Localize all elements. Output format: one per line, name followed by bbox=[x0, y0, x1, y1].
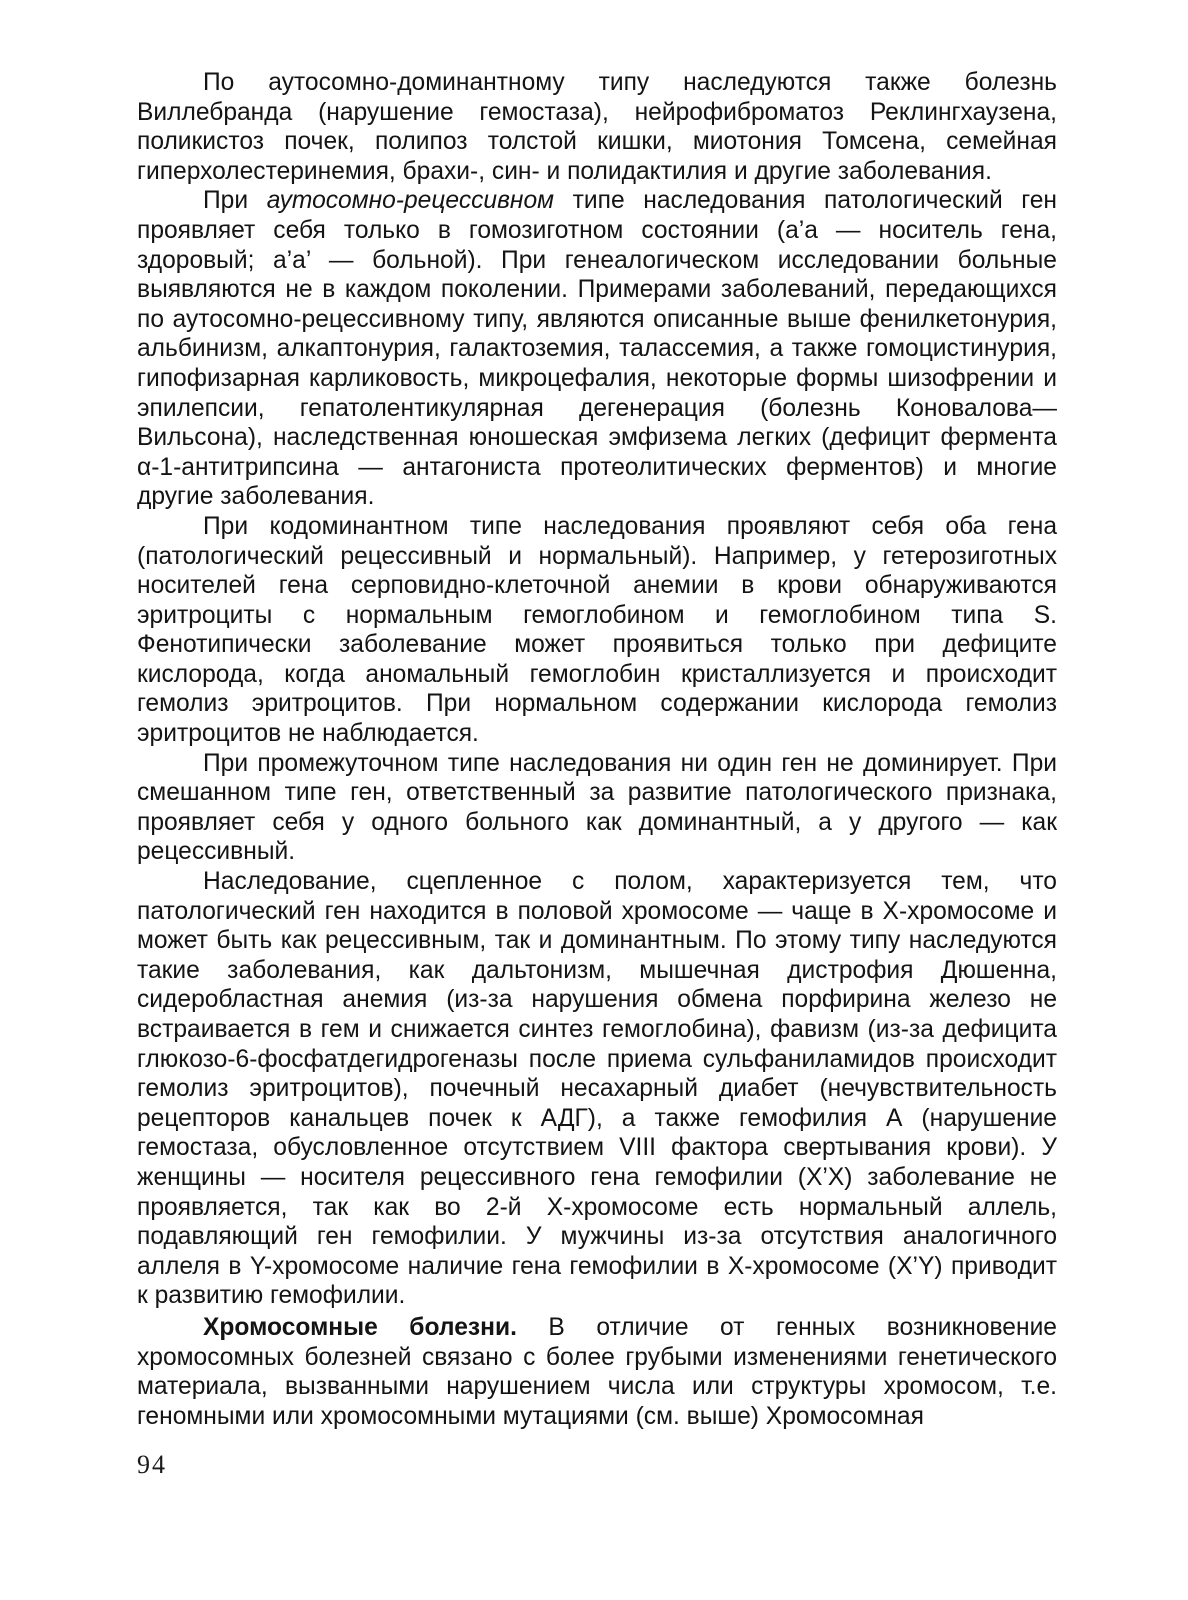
paragraph-chromosomal-diseases bbox=[137, 1313, 1057, 1431]
page-body bbox=[137, 68, 1057, 1431]
paragraph-autosomal-recessive bbox=[137, 186, 1057, 512]
paragraph-sex-linked: Наследование, сцепленное с полом, характеризуется тем, что патологический ген находится в половой хромосоме — чаще в Х-хромосоме и может быть как рецессивным, так и доминантным. По этому типу наследуются такие заболевания, как дальтонизм, мышечная дистрофия Дюшенна, сидеробластная анемия (из-за нарушения обмена порфирина железо не встраивается в гем и снижается синтез гемоглобина), фавизм (из-за дефицита глюкозо-6-фосфатдегидрогеназы после приема сульфаниламидов происходит гемолиз эритроцитов), почечный несахарный диабет (нечувствительность рецепторов канальцев почек к АДГ), а также гемофилия А (нарушение гемостаза, обусловленное отсутствием VIII фактора свертывания крови). У женщины — носителя рецессивного гена гемофилии (Х’Х) заболевание не проявляется, так как во 2-й Х-хромосоме есть нормальный аллель, подавляющий ген гемофилии. У мужчины из-за отсутствия аналогичного аллеля в Y-хромосоме наличие гена гемофилии в Х-хромосоме (Х’Y) приводит к развитию гемофилии. bbox=[137, 868, 1057, 1310]
heading-chromosomal-diseases: Хромосомные болезни. bbox=[203, 1313, 517, 1341]
paragraph-autosomal-dominant: По аутосомно-доминантному типу наследуются также болезнь Виллебранда (нарушение гемостаза), нейрофиброматоз Реклингхаузена, поликистоз почек, полипоз толстой кишки, миотония Томсена, семейная гиперхолестеринемия, брахи-, син- и полидактилия и другие заболевания. bbox=[137, 69, 1057, 185]
paragraph-autosomal-recessive-start: При bbox=[203, 187, 267, 215]
paragraph-chromosomal-diseases-text: В отличие от генных возникновение хромосомных болезней связано с более грубыми изменениями генетического материала, вызванными нарушением числа или структуры хромосом, т.е. геномными или хромосомными мутациями (см. выше) Хромосомная bbox=[137, 1313, 1057, 1430]
paragraph-codominant: При кодоминантном типе наследования проявляют себя оба гена (патологический рецессивный и нормальный). Например, у гетерозиготных носителей гена серповидно-клеточной анемии в крови обнаруживаются эритроциты с нормальным гемоглобином и гемоглобином типа S. Фенотипически заболевание может проявиться только при дефиците кислорода, когда аномальный гемоглобин кристаллизуется и происходит гемолиз эритроцитов. При нормальном содержании кислорода гемолиз эритроцитов не наблюдается. bbox=[137, 512, 1057, 748]
paragraph-intermediate: При промежуточном типе наследования ни один ген не доминирует. При смешанном типе ген, ответственный за развитие патологического признака, проявляет себя у одного больного как доминантный, а у другого — как рецессивный. bbox=[137, 749, 1057, 866]
term-autosomal-recessive: аутосомно-рецессивном bbox=[266, 187, 555, 215]
paragraph-autosomal-recessive-rest: типе наследования патологический ген проявляет себя только в гомозиготном состоянии (а’а — носитель гена, здоровый; а’а’ — больной). При генеалогическом исследовании больные выявляются не в каждом поколении. Примерами заболеваний, передающихся по аутосомно-рецессивному типу, являются описанные выше фенилкетонурия, альбинизм, алкаптонурия, галактоземия, талассемия, а также гомоцистинурия, гипофизарная карликовость, микроцефалия, некоторые формы шизофрении и эпилепсии, гепатолентикулярная дегенерация (болезнь Коновалова—Вильсона), наследственная юношеская эмфизема легких (дефицит фермента α-1-антитрипсина — антагониста протеолитических ферментов) и многие другие заболевания. bbox=[137, 187, 1057, 511]
page-number: 94 bbox=[137, 1450, 167, 1479]
